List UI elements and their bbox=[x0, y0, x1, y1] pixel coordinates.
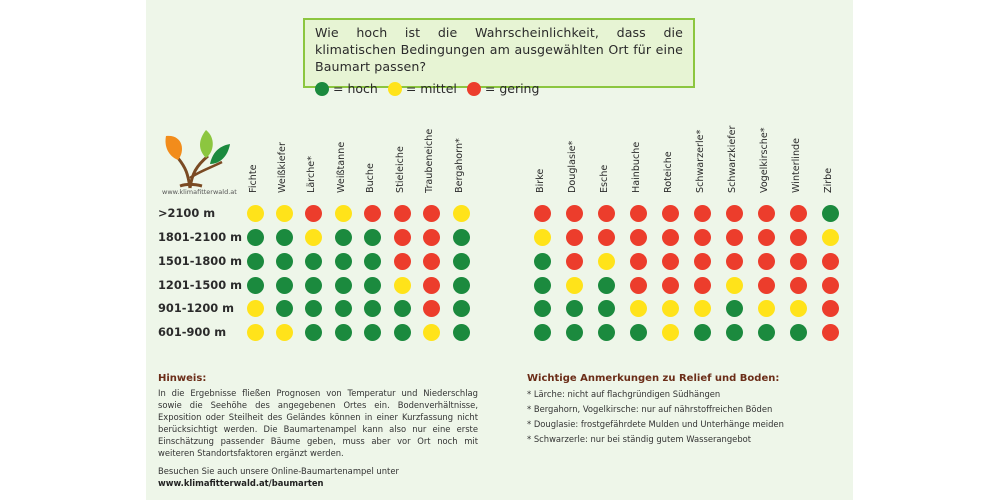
question-text: Wie hoch ist die Wahrscheinlichkeit, dass die klimatischen Bedingungen am ausgewählten Ort für eine Baumart passen? bbox=[315, 25, 683, 74]
rating-dot-hoch bbox=[305, 277, 322, 294]
species-label: Winterlinde bbox=[791, 137, 802, 193]
rating-dot-mittel bbox=[276, 324, 293, 341]
rating-dot-hoch bbox=[630, 324, 647, 341]
legend-item-gering bbox=[467, 81, 540, 96]
rating-dot-gering bbox=[758, 253, 775, 270]
rating-dot-hoch bbox=[305, 253, 322, 270]
rating-dot-hoch bbox=[790, 324, 807, 341]
rating-dot-mittel bbox=[726, 277, 743, 294]
hint-body: In die Ergebnisse fließen Prognosen von Temperatur und Niederschlag sowie die Seehöhe des angegebenen Ortes ein. Bodenverhältnisse, Exposition oder Steilheit des Geländes können in einer Kurzfassung nicht berücksichtigt werden. Die Baumartenampel kann also nur eine erste Einschätzung passender Bäume geben, muss aber vor Ort noch mit weiteren Standortsfaktoren ergänzt werden. bbox=[158, 388, 478, 458]
rating-dot-hoch bbox=[394, 300, 411, 317]
rating-dot-gering bbox=[790, 253, 807, 270]
rating-dot-hoch bbox=[534, 277, 551, 294]
note-item: * Lärche: nicht auf flachgründigen Südhängen bbox=[527, 389, 721, 399]
species-label: Vogelkirsche* bbox=[759, 127, 770, 193]
rating-dot-mittel bbox=[247, 324, 264, 341]
rating-dot-mittel bbox=[694, 300, 711, 317]
rating-dot-gering bbox=[566, 205, 583, 222]
rating-dot-hoch bbox=[276, 277, 293, 294]
rating-dot-mittel bbox=[790, 300, 807, 317]
rating-dot-gering bbox=[790, 205, 807, 222]
altitude-label: 1201-1500 m bbox=[158, 278, 242, 292]
rating-dot-gering bbox=[598, 205, 615, 222]
rating-dot-gering bbox=[305, 205, 322, 222]
rating-dot-gering bbox=[662, 253, 679, 270]
rating-dot-gering bbox=[598, 229, 615, 246]
rating-dot-gering bbox=[566, 229, 583, 246]
rating-dot-gering bbox=[630, 229, 647, 246]
rating-dot-gering bbox=[423, 277, 440, 294]
rating-dot-gering bbox=[694, 229, 711, 246]
species-label: Douglasie* bbox=[567, 140, 578, 193]
hint-url-link[interactable]: www.klimafitterwald.at/baumarten bbox=[158, 478, 324, 488]
altitude-label: 601-900 m bbox=[158, 325, 227, 339]
legend-label-hoch: = hoch bbox=[333, 81, 378, 96]
rating-dot-gering bbox=[566, 253, 583, 270]
rating-dot-hoch bbox=[364, 300, 381, 317]
rating-dot-gering bbox=[630, 205, 647, 222]
hint-section bbox=[158, 373, 478, 489]
legend bbox=[315, 81, 683, 96]
hint-visit-text: Besuchen Sie auch unsere Online-Baumartenampel unter bbox=[158, 466, 399, 476]
rating-dot-hoch bbox=[335, 229, 352, 246]
rating-dot-hoch bbox=[305, 324, 322, 341]
rating-dot-hoch bbox=[534, 300, 551, 317]
rating-dot-gering bbox=[726, 229, 743, 246]
rating-dot-gering bbox=[726, 253, 743, 270]
species-label: Birke bbox=[535, 168, 546, 193]
rating-dot-gering bbox=[662, 277, 679, 294]
rating-dot-mittel bbox=[630, 300, 647, 317]
rating-dot-hoch bbox=[335, 324, 352, 341]
rating-dot-hoch bbox=[247, 277, 264, 294]
rating-dot-gering bbox=[790, 229, 807, 246]
rating-dot-gering bbox=[822, 300, 839, 317]
rating-dot-hoch bbox=[335, 253, 352, 270]
rating-dot-mittel bbox=[247, 205, 264, 222]
rating-dot-mittel bbox=[276, 205, 293, 222]
rating-dot-gering bbox=[423, 253, 440, 270]
rating-dot-mittel bbox=[598, 253, 615, 270]
species-label: Hainbuche bbox=[631, 141, 642, 193]
rating-dot-gering bbox=[423, 300, 440, 317]
rating-dot-hoch bbox=[364, 324, 381, 341]
rating-dot-hoch bbox=[453, 300, 470, 317]
rating-dot-gering bbox=[630, 253, 647, 270]
legend-label-gering: = gering bbox=[484, 81, 540, 96]
notes-title: Wichtige Anmerkungen zu Relief und Boden: bbox=[527, 373, 780, 384]
rating-dot-gering bbox=[630, 277, 647, 294]
rating-dot-hoch bbox=[335, 300, 352, 317]
rating-dot-mittel bbox=[247, 300, 264, 317]
rating-dot-hoch bbox=[726, 324, 743, 341]
rating-dot-mittel bbox=[566, 277, 583, 294]
rating-dot-gering bbox=[662, 229, 679, 246]
rating-dot-hoch bbox=[247, 229, 264, 246]
rating-dot-mittel bbox=[662, 300, 679, 317]
rating-dot-gering bbox=[364, 205, 381, 222]
rating-dot-gering bbox=[694, 205, 711, 222]
question-box bbox=[303, 18, 695, 96]
green-dot-icon bbox=[315, 82, 329, 96]
species-label: Esche bbox=[599, 164, 610, 193]
rating-dot-hoch bbox=[758, 324, 775, 341]
species-label: Buche bbox=[365, 163, 376, 193]
rating-dot-mittel bbox=[335, 205, 352, 222]
rating-dot-gering bbox=[423, 229, 440, 246]
rating-dot-hoch bbox=[394, 324, 411, 341]
rating-dot-hoch bbox=[566, 300, 583, 317]
rating-dot-hoch bbox=[694, 324, 711, 341]
rating-dot-hoch bbox=[598, 277, 615, 294]
rating-dot-gering bbox=[534, 205, 551, 222]
species-label: Roteiche bbox=[663, 151, 674, 193]
rating-dot-gering bbox=[423, 205, 440, 222]
rating-dot-mittel bbox=[305, 229, 322, 246]
rating-dot-hoch bbox=[598, 300, 615, 317]
rating-dot-hoch bbox=[534, 253, 551, 270]
rating-dot-gering bbox=[822, 253, 839, 270]
yellow-dot-icon bbox=[388, 82, 402, 96]
rating-dot-hoch bbox=[276, 300, 293, 317]
rating-dot-hoch bbox=[276, 229, 293, 246]
altitude-label: 901-1200 m bbox=[158, 301, 235, 315]
rating-dot-hoch bbox=[364, 229, 381, 246]
rating-dot-hoch bbox=[822, 205, 839, 222]
logo-text: www.klimafitterwald.at bbox=[162, 188, 237, 196]
note-item: * Bergahorn, Vogelkirsche: nur auf nährstoffreichen Böden bbox=[527, 404, 773, 414]
rating-dot-mittel bbox=[453, 205, 470, 222]
species-label: Stieleiche bbox=[395, 146, 406, 193]
rating-dot-hoch bbox=[534, 324, 551, 341]
altitude-label: 1501-1800 m bbox=[158, 254, 242, 268]
rating-dot-gering bbox=[694, 277, 711, 294]
rating-dot-mittel bbox=[394, 277, 411, 294]
rating-dot-hoch bbox=[453, 253, 470, 270]
rating-dot-gering bbox=[790, 277, 807, 294]
species-label: Traubeneiche bbox=[424, 128, 435, 193]
altitude-label: 1801-2100 m bbox=[158, 230, 242, 244]
rating-dot-gering bbox=[758, 205, 775, 222]
species-label: Schwarzerle* bbox=[695, 129, 706, 193]
legend-item-mittel bbox=[388, 81, 457, 96]
rating-dot-gering bbox=[394, 253, 411, 270]
species-label: Weißkiefer bbox=[277, 142, 288, 193]
rating-dot-hoch bbox=[566, 324, 583, 341]
legend-label-mittel: = mittel bbox=[405, 81, 457, 96]
hint-title: Hinweis: bbox=[158, 373, 207, 384]
rating-dot-hoch bbox=[247, 253, 264, 270]
rating-dot-hoch bbox=[598, 324, 615, 341]
altitude-label: >2100 m bbox=[158, 206, 216, 220]
rating-dot-hoch bbox=[364, 253, 381, 270]
red-dot-icon bbox=[467, 82, 481, 96]
rating-dot-hoch bbox=[453, 277, 470, 294]
rating-dot-hoch bbox=[726, 300, 743, 317]
species-label: Weißtanne bbox=[336, 141, 347, 193]
species-label: Fichte bbox=[248, 164, 259, 193]
rating-dot-hoch bbox=[453, 229, 470, 246]
species-label: Lärche* bbox=[306, 155, 317, 193]
rating-dot-gering bbox=[822, 277, 839, 294]
rating-dot-gering bbox=[394, 205, 411, 222]
species-label: Schwarzkiefer bbox=[727, 125, 738, 193]
notes-section bbox=[527, 373, 827, 449]
rating-dot-hoch bbox=[276, 253, 293, 270]
rating-dot-mittel bbox=[534, 229, 551, 246]
rating-dot-gering bbox=[694, 253, 711, 270]
species-label: Bergahorn* bbox=[454, 138, 465, 193]
note-item: * Douglasie: frostgefährdete Mulden und Unterhänge meiden bbox=[527, 419, 784, 429]
rating-dot-hoch bbox=[305, 300, 322, 317]
rating-dot-hoch bbox=[364, 277, 381, 294]
rating-dot-gering bbox=[662, 205, 679, 222]
species-label: Zirbe bbox=[823, 167, 834, 193]
rating-dot-gering bbox=[758, 277, 775, 294]
rating-dot-mittel bbox=[758, 300, 775, 317]
rating-dot-gering bbox=[758, 229, 775, 246]
rating-dot-mittel bbox=[822, 229, 839, 246]
rating-dot-gering bbox=[726, 205, 743, 222]
rating-dot-gering bbox=[822, 324, 839, 341]
rating-dot-hoch bbox=[453, 324, 470, 341]
rating-dot-mittel bbox=[423, 324, 440, 341]
rating-dot-mittel bbox=[662, 324, 679, 341]
rating-dot-gering bbox=[394, 229, 411, 246]
note-item: * Schwarzerle: nur bei ständig gutem Wasserangebot bbox=[527, 434, 752, 444]
rating-dot-hoch bbox=[335, 277, 352, 294]
legend-item-hoch bbox=[315, 81, 378, 96]
